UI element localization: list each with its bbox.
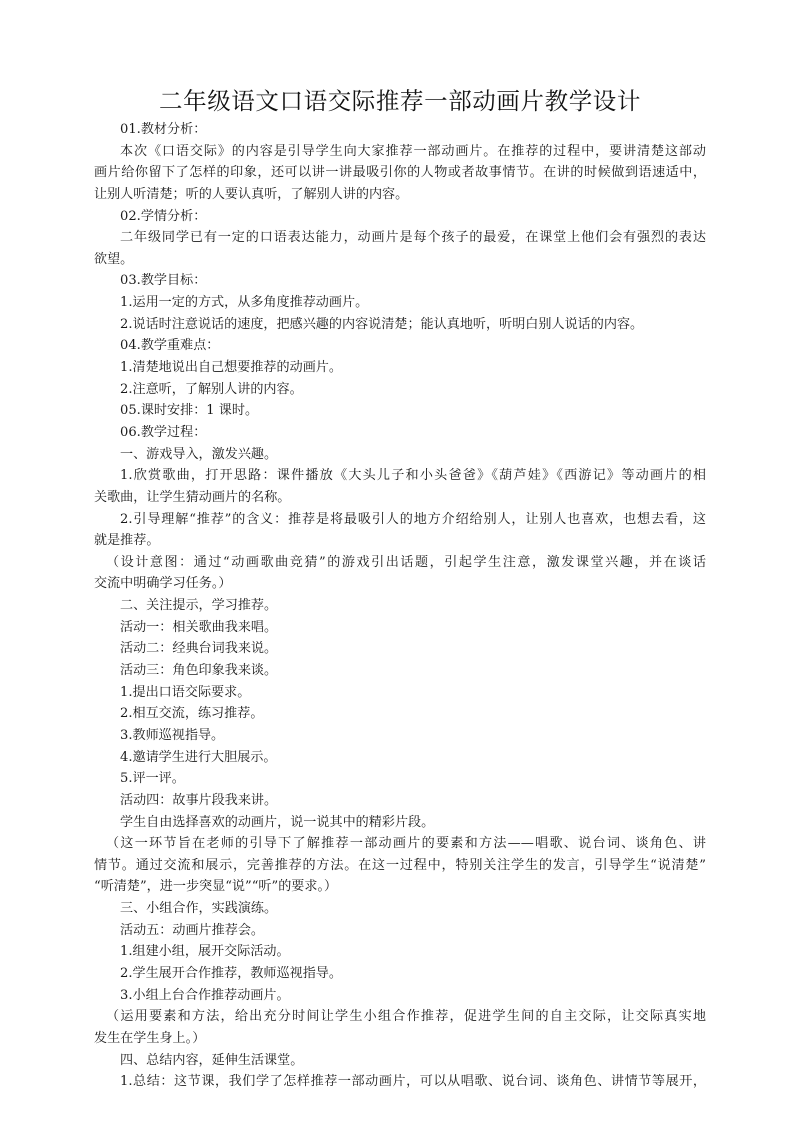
text-line: 四、总结内容，延伸生活课堂。 — [120, 1052, 304, 1068]
text-line: 画片给你留下了怎样的印象，还可以讲一讲最吸引你的人物或者故事情节。在讲的时候做到语速适中， — [94, 165, 706, 181]
text-line: 3.教师巡视指导。 — [120, 727, 225, 743]
text-line: 2.相互交流，练习推荐。 — [120, 706, 264, 722]
text-line: 情节。通过交流和展示，完善推荐的方法。在这一过程中，特别关注学生的发言，引导学生“说清楚” — [94, 857, 706, 873]
text-line: 活动四：故事片段我来讲。 — [120, 792, 278, 808]
text-line: 活动二：经典台词我来说。 — [120, 641, 278, 657]
text-line: 2.引导理解“推荐”的含义：推荐是将最吸引人的地方介绍给别人，让别人也喜欢，也想去看，这 — [120, 511, 706, 527]
text-line: 活动五：动画片推荐会。 — [120, 922, 265, 938]
text-line: 活动一：相关歌曲我来唱。 — [120, 619, 278, 635]
text-line: 2.说话时注意说话的速度，把感兴趣的内容说清楚；能认真地听，听明白别人说话的内容。 — [120, 316, 644, 332]
text-line: 2.学生展开合作推荐，教师巡视指导。 — [120, 965, 342, 981]
text-line: 一、游戏导入，激发兴趣。 — [120, 446, 278, 462]
text-line: 交流中明确学习任务。） — [94, 576, 232, 592]
text-line: 关歌曲，让学生猜动画片的名称。 — [94, 489, 291, 505]
text-line: 二年级同学已有一定的口语表达能力，动画片是每个孩子的最爱，在课堂上他们会有强烈的表达 — [120, 230, 706, 246]
text-line: （设计意图：通过“动画歌曲竞猜”的游戏引出话题，引起学生注意，激发课堂兴趣，并在谈话 — [106, 554, 706, 570]
text-line: 让别人听清楚；听的人要认真听，了解别人讲的内容。 — [94, 186, 409, 202]
text-line: 05.课时安排：1 课时。 — [120, 403, 259, 419]
text-line: 1.提出口语交际要求。 — [120, 684, 251, 700]
text-line: 02.学情分析： — [120, 208, 207, 224]
text-line: 4.邀请学生进行大胆展示。 — [120, 749, 277, 765]
text-line: （这一环节旨在老师的引导下了解推荐一部动画片的要素和方法——唱歌、说台词、谈角色、讲 — [106, 836, 706, 852]
text-line: 1.总结：这节课，我们学了怎样推荐一部动画片，可以从唱歌、说台词、谈角色、讲情节等展开， — [120, 1074, 706, 1090]
text-line: 1.运用一定的方式，从多角度推荐动画片。 — [120, 295, 369, 311]
text-line: 活动三：角色印象我来谈。 — [120, 663, 278, 679]
text-line: 就是推荐。 — [94, 533, 160, 549]
text-line: 01.教材分析： — [120, 122, 207, 137]
text-line: 3.小组上台合作推荐动画片。 — [120, 987, 290, 1003]
text-line: 二、关注提示，学习推荐。 — [120, 598, 278, 614]
document-title: 二年级语文口语交际推荐一部动画片教学设计 — [159, 87, 641, 115]
text-line: （运用要素和方法，给出充分时间让学生小组合作推荐，促进学生间的自主交际，让交际真实地 — [106, 1009, 706, 1025]
text-line: 1.清楚地说出自己想要推荐的动画片。 — [120, 360, 342, 376]
text-line: 03.教学目标： — [120, 273, 207, 289]
document-body — [94, 119, 706, 1093]
text-line: 5.评一评。 — [120, 771, 185, 787]
text-line: “听清楚”，进一步突显“说”“听”的要求。） — [94, 879, 338, 895]
text-line: 06.教学过程： — [120, 424, 207, 440]
text-line: 三、小组合作，实践演练。 — [120, 901, 278, 917]
text-line: 本次《口语交际》的内容是引导学生向大家推荐一部动画片。在推荐的过程中，要讲清楚这部动 — [120, 143, 706, 159]
text-line: 1.组建小组，展开交际活动。 — [120, 944, 290, 960]
text-line: 学生自由选择喜欢的动画片，说一说其中的精彩片段。 — [120, 814, 435, 830]
text-line: 2.注意听，了解别人讲的内容。 — [120, 381, 303, 397]
text-line: 04.教学重难点： — [120, 338, 220, 354]
text-line: 1.欣赏歌曲，打开思路：课件播放《大头儿子和小头爸爸》《葫芦娃》《西游记》等动画片的相 — [120, 468, 706, 484]
text-line: 发生在学生身上。） — [94, 1030, 206, 1046]
text-line: 欲望。 — [94, 251, 134, 267]
